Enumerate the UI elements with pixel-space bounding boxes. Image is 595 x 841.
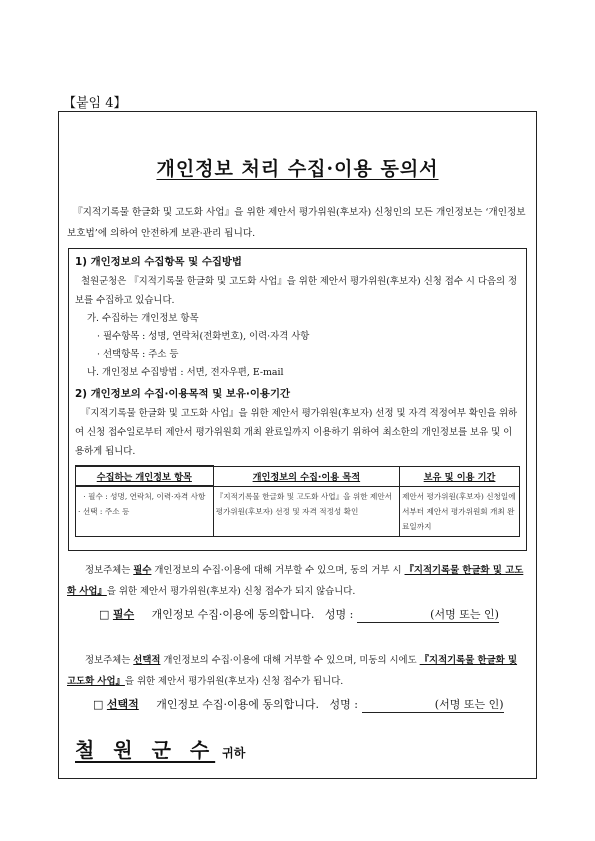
notice-text: 을 위한 제안서 평가위원(후보자) 신청 접수가 되지 않습니다. [106,586,356,597]
table-header: 보유 및 이용 기간 [400,466,520,486]
required-consent-kind: 필수 [112,608,135,621]
attachment-label: 【붙임 4】 [63,96,127,111]
intro-paragraph: 『지적기록물 한글화 및 고도화 사업』을 위한 제안서 평가위원(후보자) 신청인의 모든 개인정보는 ‘개인정보 보호법’에 의하여 안전하게 보관·관리 됩니다. [67,207,526,239]
collected-items-heading: 가. 수집하는 개인정보 항목 [87,313,199,324]
required-sign-label: 성명 : [324,608,354,621]
section2-heading: 2) 개인정보의 수집·이용목적 및 보유·이용기간 [75,388,291,400]
section1-paragraph: 철원군청은 『지적기록물 한글화 및 고도화 사업』을 위한 제안서 평가위원(후보자) 신청 접수 시 다음의 정보를 수집하고 있습니다. [75,276,518,306]
table-cell-required: · 필수 : 성명, 연락처, 이력·자격 사항 [83,492,206,501]
optional-signature-field[interactable]: (서명 또는 인) [362,696,504,713]
required-signature-field[interactable]: (서명 또는 인) [357,606,499,623]
table-cell-items [76,486,214,536]
optional-consent-checkbox[interactable]: □ [93,698,104,711]
collection-method: 나. 개인정보 수집방법 : 서면, 전자우편, E-mail [87,367,284,378]
section2-paragraph: 『지적기록물 한글화 및 고도화 사업』을 위한 제안서 평가위원(후보자) 선정 및 자격 적정여부 확인을 위하여 신청 접수일로부터 제안서 평가위원회 개최 완료일까지 이용하기 위하여 최소한의 개인정보를 보유 및 이용하게 됩니다. [75,408,518,457]
project-name: 『지적기록물 한글화 및 고도화 사업』 [67,655,518,687]
required-notice [67,560,528,602]
addressee-name: 철 원 군 수 [75,738,216,762]
optional-consent-text: 개인정보 수집·이용에 동의합니다. [156,698,320,711]
optional-consent-kind: 선택적 [106,698,139,711]
table-header: 개인정보의 수집·이용 목적 [213,466,399,486]
info-section-box [68,248,527,551]
required-consent-checkbox[interactable]: □ [99,608,110,621]
optional-items: · 선택항목 : 주소 등 [97,349,179,360]
table-header-row [76,466,520,486]
notice-text: 개인정보의 수집·이용에 대해 거부할 수 있으며, 미동의 시에도 [160,655,420,666]
addressee [75,734,245,763]
project-name: 『지적기록물 한글화 및 고도화 사업』 [67,565,524,597]
section1-heading: 1) 개인정보의 수집항목 및 수집방법 [75,256,242,268]
notice-text: 개인정보의 수집·이용에 대해 거부할 수 있으며, 동의 거부 시 [151,565,405,576]
optional-sign-label: 성명 : [329,698,358,711]
notice-text: 정보주체는 [85,655,134,666]
consent-form [58,111,537,779]
required-items: · 필수항목 : 성명, 연락처(전화번호), 이력·자격 사항 [97,331,310,342]
info-table [75,465,520,537]
table-row [76,486,520,536]
required-consent-text: 개인정보 수집·이용에 동의합니다. [151,608,315,621]
required-keyword: 필수 [133,565,152,576]
table-cell-optional: · 선택 : 주소 등 [78,507,130,516]
notice-text: 정보주체는 [85,565,134,576]
table-cell-period: 제안서 평가위원(후보자) 신청일에서부터 제안서 평가위원회 개최 완료일까지 [400,486,520,536]
form-title: 개인정보 처리 수집·이용 동의서 [156,158,439,180]
addressee-suffix: 귀하 [222,746,246,760]
optional-consent-row [93,696,504,713]
optional-notice [67,650,528,692]
required-consent-row [99,606,499,623]
optional-keyword: 선택적 [133,655,161,666]
notice-text: 을 위한 제안서 평가위원(후보자) 신청 접수가 됩니다. [124,676,344,687]
table-cell-purpose: 『지적기록물 한글화 및 고도화 사업』을 위한 제안서 평가위원(후보자) 선정 및 자격 적정성 확인 [213,486,399,536]
table-header: 수집하는 개인정보 항목 [76,466,214,486]
